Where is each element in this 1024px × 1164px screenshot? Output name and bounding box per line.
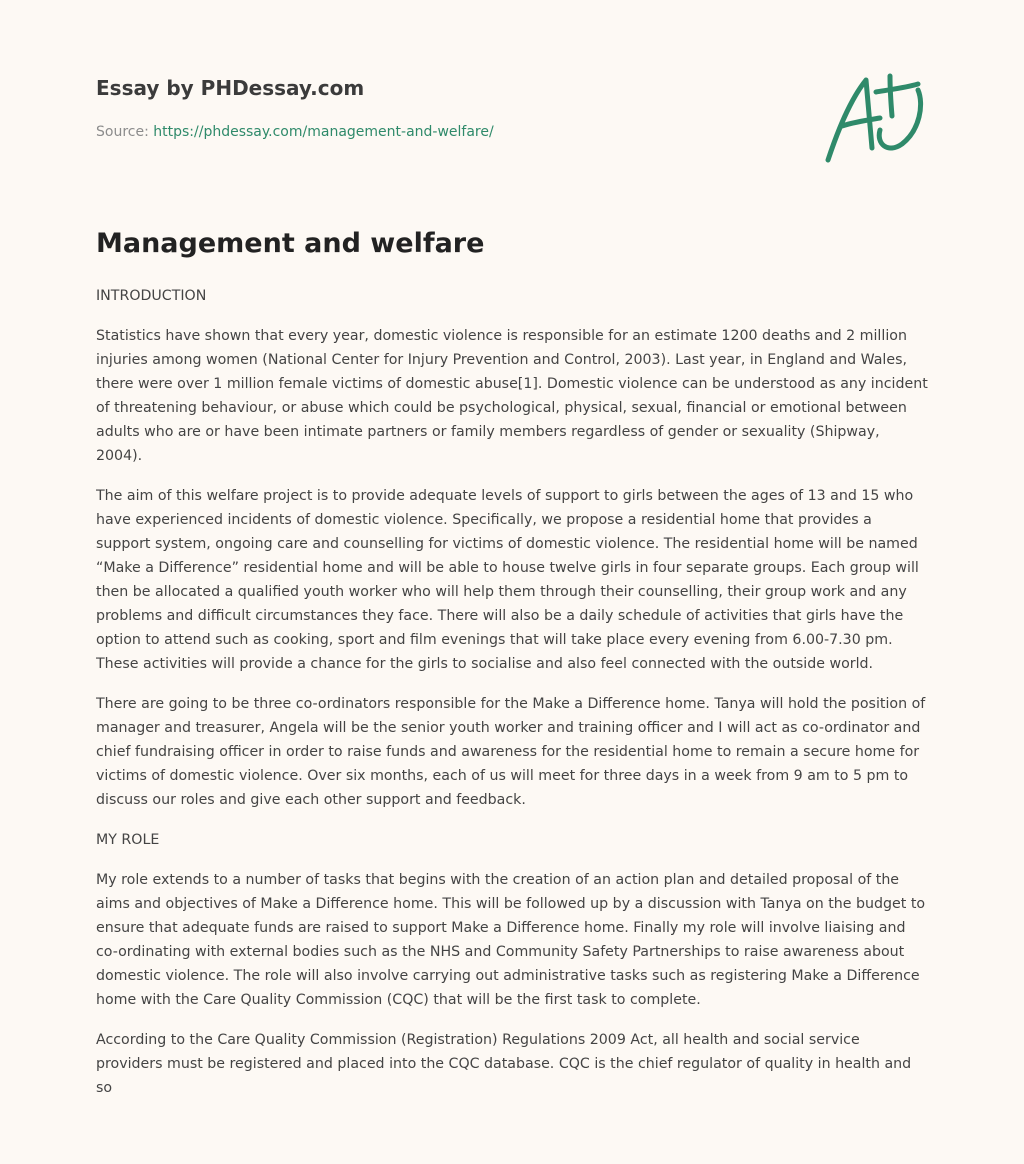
essay-title: Management and welfare [96,228,485,259]
paragraph: There are going to be three co-ordinators responsible for the Make a Difference home. Tanya will hold the position of manager and treasurer, Angela will be the senior youth worker and training officer and I will act as co-ordinator and chief fundraising officer in order to raise funds and awareness for the residential home to remain a secure home for victims of domestic violence. Over six months, each of us will meet for three days in a week from 9 am to 5 pm to discuss our roles and give each other support and feedback. [96,696,926,808]
paragraph: Statistics have shown that every year, domestic violence is responsible for an estimate 1200 deaths and 2 million injuries among women (National Center for Injury Prevention and Control, 2003). Last year, in England and Wales, there were over 1 million female victims of domestic abuse[1]. Domestic violence can be understood as any incident of threatening behaviour, or abuse which could be psychological, physical, sexual, financial or emotional between adults who are or have been intimate partners or family members regardless of gender or sexuality (Shipway, 2004). [96,328,928,464]
source-link[interactable]: https://phdessay.com/management-and-welfare/ [153,124,494,140]
site-brand: Essay by PHDessay.com [96,76,365,100]
paragraph: The aim of this welfare project is to provide adequate levels of support to girls between the ages of 13 and 15 who have experienced incidents of domestic violence. Specifically, we propose a residential home that provides a support system, ongoing care and counselling for victims of domestic violence. The residential home will be named “Make a Difference” residential home and will be able to house twelve girls in four separate groups. Each group will then be allocated a qualified youth worker who will help them through their counselling, their group work and any problems and difficult circumstances they face. There will also be a daily schedule of activities that girls have the option to attend such as cooking, sport and film evenings that will take place every evening from 6.00-7.30 pm. These activities will provide a chance for the girls to socialise and also feel connected with the outside world. [96,488,919,672]
a-plus-logo-icon [822,68,926,166]
section-heading-my-role: MY ROLE [96,832,160,848]
essay-body [96,284,928,1156]
section-heading-introduction: INTRODUCTION [96,288,207,304]
paragraph: According to the Care Quality Commission (Registration) Regulations 2009 Act, all health and social service providers must be registered and placed into the CQC database. CQC is the chief regulator of quality in health and so [96,1032,912,1096]
source-line [96,124,494,140]
paragraph: My role extends to a number of tasks that begins with the creation of an action plan and detailed proposal of the aims and objectives of Make a Difference home. This will be followed up by a discussion with Tanya on the budget to ensure that adequate funds are raised to support Make a Difference home. Finally my role will involve liaising and co-ordinating with external bodies such as the NHS and Community Safety Partnerships to raise awareness about domestic violence. The role will also involve carrying out administrative tasks such as registering Make a Difference home with the Care Quality Commission (CQC) that will be the first task to complete. [96,872,926,1008]
source-label: Source: [96,124,149,140]
